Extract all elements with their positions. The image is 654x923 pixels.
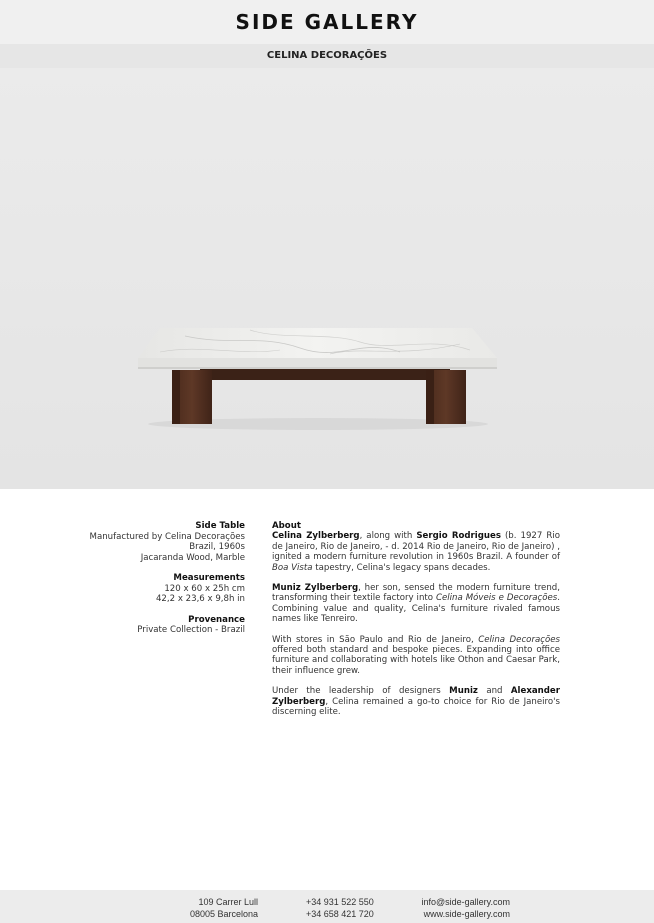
product-photo — [0, 68, 654, 489]
italic-celina-decoracoes: Celina Decorações — [478, 634, 560, 645]
side-table-image — [0, 68, 654, 489]
text: and — [477, 686, 511, 697]
about-paragraph-4 — [272, 686, 560, 717]
provenance-label: Provenance — [188, 614, 245, 625]
phone-1: +34 931 522 550 — [306, 897, 374, 907]
about-section — [272, 521, 560, 728]
text: , Celina remained a go-to choice for Rio de Janeiro's discerning elite. — [272, 696, 560, 718]
measurements-label: Measurements — [173, 573, 245, 583]
text: offered both standard and bespoke pieces. Expanding into office furniture and collaborating with hotels like Othon and Caesar Park, their influence grew. — [272, 645, 560, 676]
provenance-value: Private Collection - Brazil — [137, 625, 245, 635]
measurement-cm: 120 x 60 x 25h cm — [164, 583, 245, 594]
detail-line: Jacaranda Wood, Marble — [140, 552, 245, 563]
footer-web — [408, 896, 510, 920]
website-link[interactable]: www.side-gallery.com — [423, 909, 510, 919]
italic-boa-vista: Boa Vista — [272, 562, 313, 573]
about-paragraph-1 — [272, 531, 560, 573]
detail-line: Brazil, 1960s — [189, 542, 245, 552]
brand-logo: SIDE GALLERY — [235, 10, 419, 34]
footer-phones — [306, 896, 396, 920]
address-city: 08005 Barcelona — [189, 909, 258, 919]
text: Under the leadership of designers — [272, 686, 450, 697]
product-details — [60, 521, 245, 646]
name-alexander: Alexander Zylberberg — [272, 686, 560, 707]
text: , her son, sensed the modern furniture trend, transforming their textile factory into — [272, 583, 560, 604]
name-sergio: Sergio Rodrigues — [416, 531, 501, 542]
name-muniz: Muniz Zylberberg — [272, 583, 359, 594]
measurement-in: 42,2 x 23,6 x 9,8h in — [155, 594, 245, 604]
header-bar — [0, 0, 654, 44]
text: With stores in São Paulo and Rio de Janeiro, — [272, 634, 479, 645]
designer-bar — [0, 44, 654, 68]
detail-line: Manufactured by Celina Decorações — [89, 531, 245, 542]
text: (b. 1927 Rio de Janeiro, Rio de Janeiro, - d. 2014 Rio de Janeiro, Rio de Janeiro) , ignited a modern furniture revolution in 1960s Brazil. A founder of — [272, 531, 560, 563]
text: , along with — [359, 531, 417, 542]
product-title: Side Table — [195, 521, 245, 531]
about-paragraph-3 — [272, 635, 560, 677]
address-street: 109 Carrer Lull — [198, 897, 258, 907]
designer-name: CELINA DECORAÇÕES — [266, 50, 388, 61]
about-label: About — [272, 521, 301, 531]
email-link[interactable]: info@side-gallery.com — [421, 897, 510, 907]
name-celina: Celina Zylberberg — [272, 531, 360, 542]
phone-2: +34 658 421 720 — [306, 909, 374, 919]
text: . Combining value and quality, Celina's furniture rivaled famous names like Tenreiro. — [272, 593, 560, 625]
italic-celina-moveis: Celina Móveis e Decorações — [435, 593, 558, 604]
footer-address — [188, 896, 258, 920]
about-paragraph-2 — [272, 583, 560, 625]
text: tapestry, Celina's legacy spans decades. — [312, 562, 491, 573]
name-muniz-2: Muniz — [449, 686, 478, 697]
